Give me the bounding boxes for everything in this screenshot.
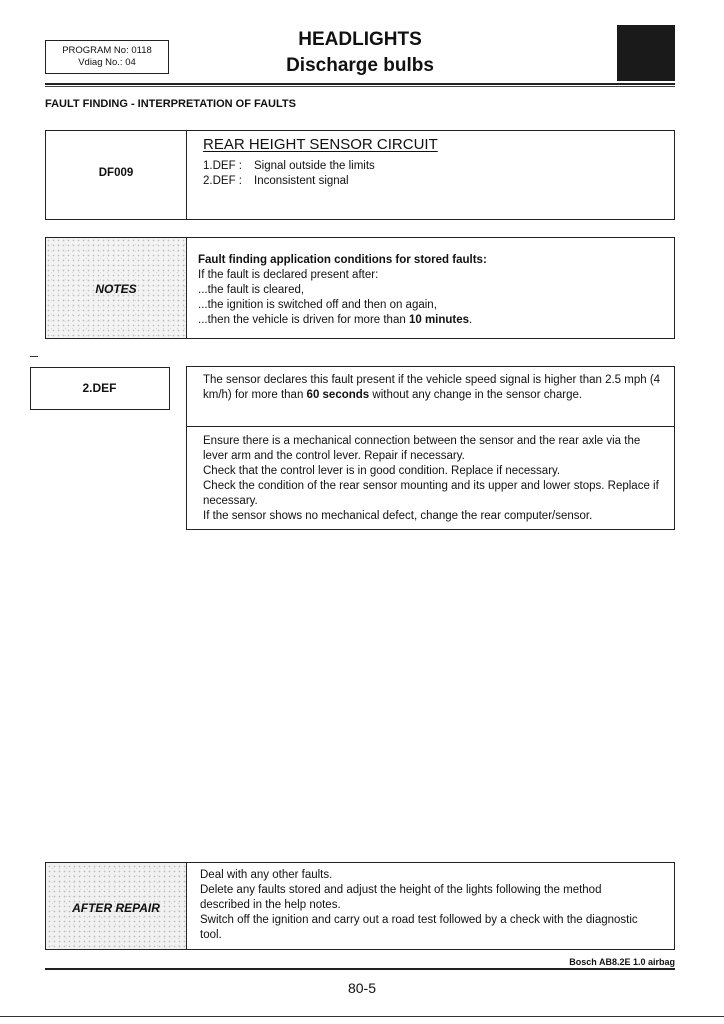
fault-line-text: Inconsistent signal [254, 175, 349, 187]
footer-reference: Bosch AB8.2E 1.0 airbag [569, 957, 675, 967]
fault-code: DF009 [98, 167, 134, 179]
after-repair-line: Switch off the ignition and carry out a road test followed by a check with the diagnostic [200, 914, 638, 926]
fault-line-2 [203, 174, 349, 189]
after-repair-line: Deal with any other faults. [200, 869, 333, 881]
def2-duration: 60 seconds [306, 389, 370, 401]
notes-heading: Fault finding application conditions for stored faults: [198, 254, 487, 266]
notes-duration: 10 minutes [408, 314, 470, 326]
notes-line: ...the fault is cleared, [198, 284, 305, 296]
def2-condition-end: without any change in the sensor charge. [369, 389, 583, 401]
after-repair-label: AFTER REPAIR [72, 901, 160, 915]
fault-line-label: 2.DEF : [203, 175, 242, 187]
def2-label: 2.DEF [82, 381, 117, 395]
def2-content-box [186, 366, 675, 530]
page-number: 80-5 [347, 980, 377, 996]
notes-line: If the fault is declared present after: [198, 269, 379, 281]
fault-title: REAR HEIGHT SENSOR CIRCUIT [203, 136, 438, 153]
section-heading: FAULT FINDING - INTERPRETATION OF FAULTS [45, 98, 296, 110]
after-repair-box [45, 862, 675, 950]
notes-line [198, 313, 472, 328]
def2-step: Check that the control lever is in good condition. Replace if necessary. [203, 465, 561, 477]
notes-label-panel [46, 238, 187, 338]
page-title: HEADLIGHTS [298, 29, 422, 50]
def2-condition [203, 373, 663, 403]
fault-line-1 [203, 159, 375, 174]
fault-line-label: 1.DEF : [203, 160, 242, 172]
program-number: PROGRAM No: 0118 [62, 45, 152, 56]
header-rule-thin [45, 86, 675, 87]
scan-edge [0, 1016, 724, 1017]
def2-step: If the sensor shows no mechanical defect, change the rear computer/sensor. [203, 510, 593, 522]
column-divider [186, 131, 187, 219]
after-repair-line: described in the help notes. [200, 899, 341, 911]
after-repair-line: tool. [200, 929, 222, 941]
fault-line-text: Signal outside the limits [254, 160, 375, 172]
def2-label-box [30, 367, 170, 410]
def2-step: Ensure there is a mechanical connection between the sensor and the rear axle via the lever arm and the control lever. Repair if necessary. [203, 435, 641, 462]
def2-condition-text: The sensor declares this fault present if the vehicle speed signal is higher than 2.5 mph (4 km/h) for more than [203, 374, 661, 401]
def2-step: Check the condition of the rear sensor mounting and its upper and lower stops. Replace if necessary. [203, 480, 659, 507]
section-tab-marker [617, 25, 675, 81]
def2-steps [203, 434, 665, 524]
program-info-box [45, 40, 169, 74]
margin-mark [30, 356, 38, 357]
header-rule [45, 83, 675, 85]
def2-divider [187, 426, 674, 427]
notes-box [45, 237, 675, 339]
notes-line-end: . [469, 314, 473, 326]
vdiag-number: Vdiag No.: 04 [78, 57, 136, 68]
after-repair-label-panel [46, 863, 187, 949]
notes-line-text: ...then the vehicle is driven for more than [198, 314, 409, 326]
after-repair-line: Delete any faults stored and adjust the height of the lights following the method [200, 884, 602, 896]
notes-label: NOTES [95, 282, 137, 296]
footer-rule [45, 968, 675, 970]
notes-line: ...the ignition is switched off and then on again, [198, 299, 437, 311]
fault-code-box [45, 130, 675, 220]
page-subtitle: Discharge bulbs [286, 55, 434, 76]
